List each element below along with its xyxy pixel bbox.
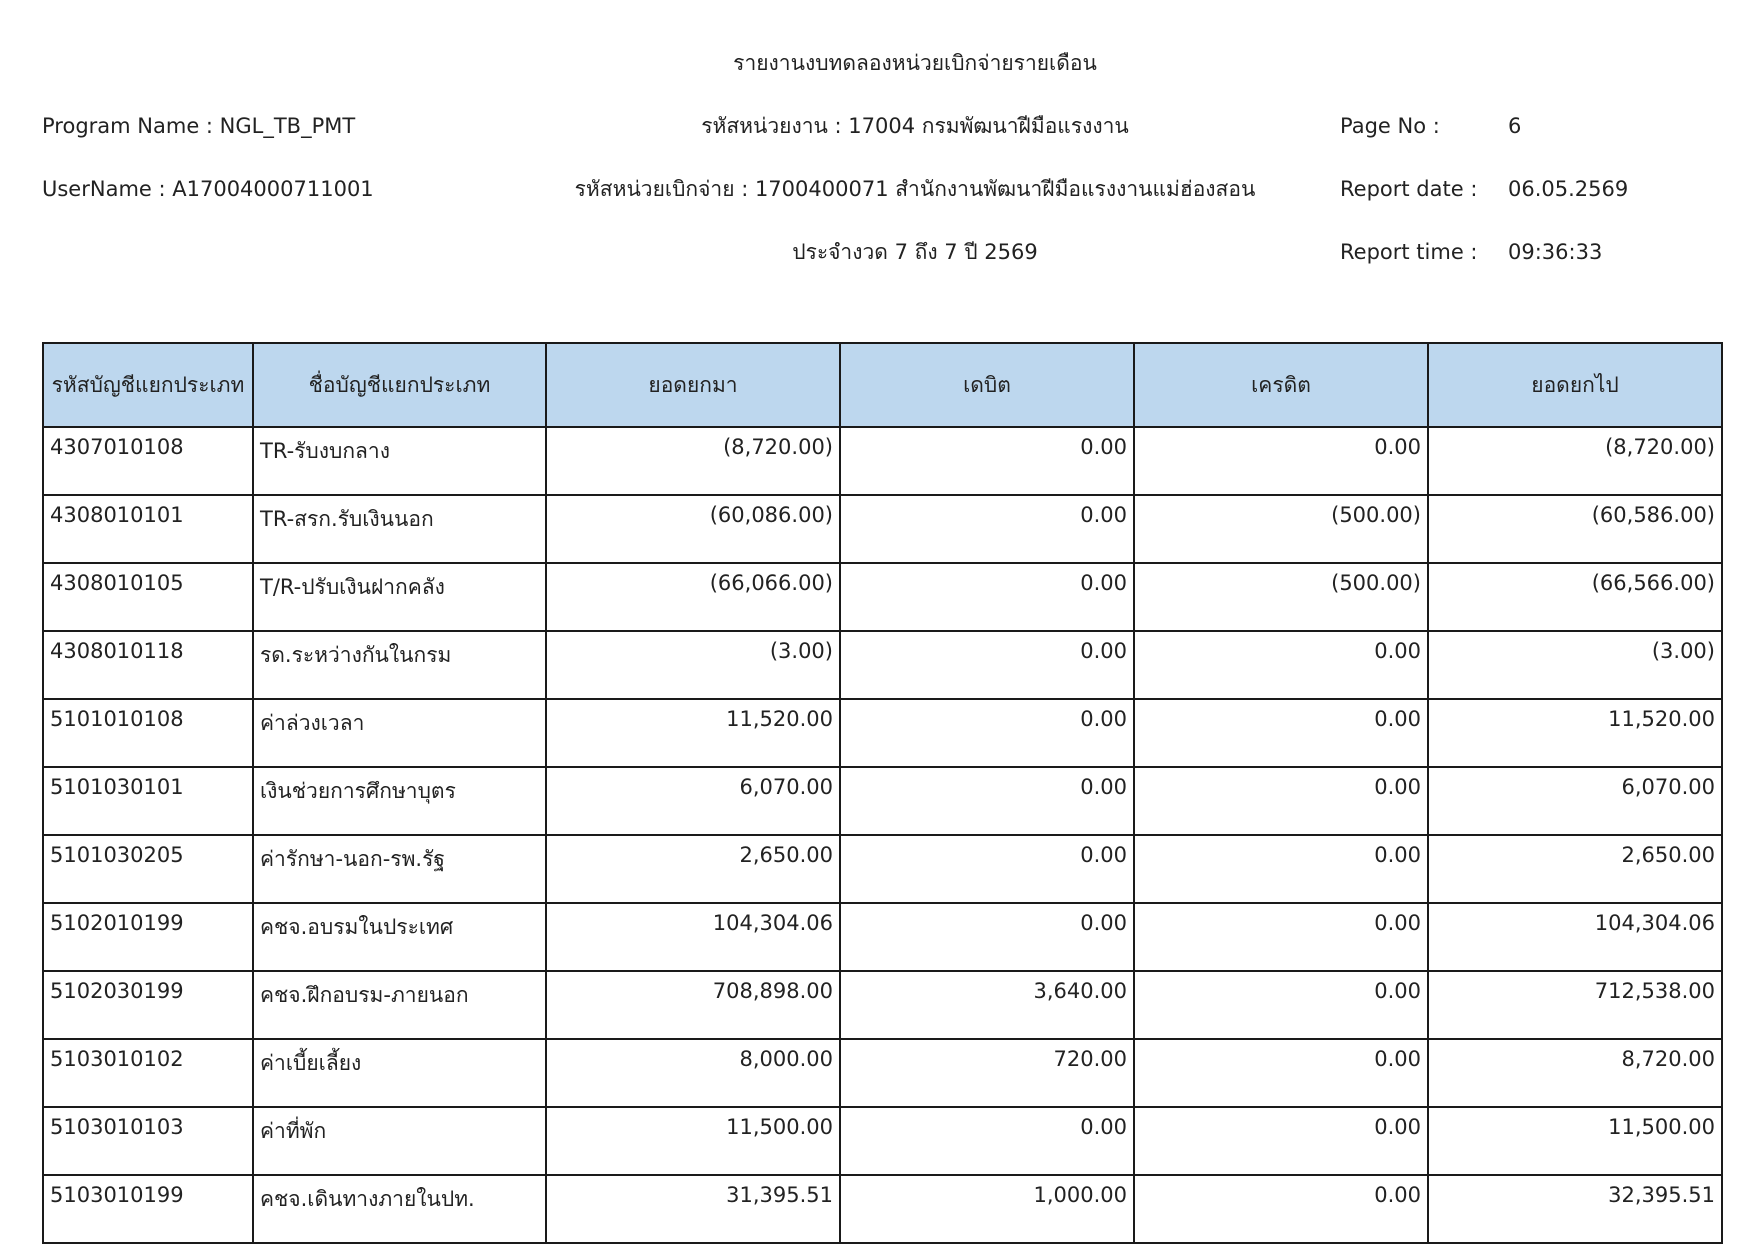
header-debit: เดบิต [840,343,1134,427]
opening-balance: 6,070.00 [546,767,840,835]
account-name: T/R-ปรับเงินฝากคลัง [253,563,546,631]
table-row [43,427,1722,495]
credit: 0.00 [1134,767,1428,835]
opening-balance: 8,000.00 [546,1039,840,1107]
credit: (500.00) [1134,495,1428,563]
credit: 0.00 [1134,427,1428,495]
debit: 0.00 [840,767,1134,835]
report-date-value: 06.05.2569 [1508,177,1629,201]
account-name: คชจ.เดินทางภายในปท. [253,1175,546,1243]
debit: 720.00 [840,1039,1134,1107]
account-name: เงินช่วยการศึกษาบุตร [253,767,546,835]
debit: 0.00 [840,1107,1134,1175]
account-code: 4308010118 [43,631,253,699]
page-no-label: Page No : [1340,114,1440,138]
header-credit: เครดิต [1134,343,1428,427]
account-name: รด.ระหว่างกันในกรม [253,631,546,699]
closing-balance: 11,500.00 [1428,1107,1722,1175]
table-row [43,563,1722,631]
credit: 0.00 [1134,631,1428,699]
header-closing-balance: ยอดยกไป [1428,343,1722,427]
table-row [43,903,1722,971]
report-title: รายงานงบทดลองหน่วยเบิกจ่ายรายเดือน [733,51,1097,75]
report-time-value: 09:36:33 [1508,240,1603,264]
account-code: 5101010108 [43,699,253,767]
closing-balance: 2,650.00 [1428,835,1722,903]
debit: 0.00 [840,699,1134,767]
table-row [43,1039,1722,1107]
closing-balance: 11,520.00 [1428,699,1722,767]
account-name: ค่าที่พัก [253,1107,546,1175]
debit: 0.00 [840,427,1134,495]
credit: (500.00) [1134,563,1428,631]
credit: 0.00 [1134,1107,1428,1175]
disbursing-unit: รหัสหน่วยเบิกจ่าย : 1700400071 สำนักงานพัฒนาฝีมือแรงงานแม่ฮ่องสอน [574,177,1256,201]
account-name: ค่าเบี้ยเลี้ยง [253,1039,546,1107]
closing-balance: (3.00) [1428,631,1722,699]
account-code: 5101030205 [43,835,253,903]
table-row [43,971,1722,1039]
opening-balance: (66,066.00) [546,563,840,631]
closing-balance: 6,070.00 [1428,767,1722,835]
opening-balance: (8,720.00) [546,427,840,495]
account-code: 5102010199 [43,903,253,971]
table-row [43,767,1722,835]
account-name: TR-สรก.รับเงินนอก [253,495,546,563]
closing-balance: 104,304.06 [1428,903,1722,971]
credit: 0.00 [1134,971,1428,1039]
table-row [43,495,1722,563]
program-name: Program Name : NGL_TB_PMT [42,114,356,138]
account-code: 5101030101 [43,767,253,835]
account-name: ค่าล่วงเวลา [253,699,546,767]
opening-balance: 31,395.51 [546,1175,840,1243]
table-row [43,699,1722,767]
account-name: ค่ารักษา-นอก-รพ.รัฐ [253,835,546,903]
opening-balance: (60,086.00) [546,495,840,563]
closing-balance: (66,566.00) [1428,563,1722,631]
debit: 0.00 [840,495,1134,563]
table-row [43,1175,1722,1243]
trial-balance-table [42,342,1723,1244]
account-code: 4307010108 [43,427,253,495]
opening-balance: 104,304.06 [546,903,840,971]
account-code: 4308010101 [43,495,253,563]
username: UserName : A17004000711001 [42,177,374,201]
credit: 0.00 [1134,1175,1428,1243]
closing-balance: 712,538.00 [1428,971,1722,1039]
account-name: คชจ.อบรมในประเทศ [253,903,546,971]
debit: 0.00 [840,563,1134,631]
closing-balance: (60,586.00) [1428,495,1722,563]
page-no-value: 6 [1508,114,1522,138]
opening-balance: (3.00) [546,631,840,699]
table-row [43,631,1722,699]
account-code: 5103010102 [43,1039,253,1107]
opening-balance: 11,500.00 [546,1107,840,1175]
header-opening-balance: ยอดยกมา [546,343,840,427]
report-date-label: Report date : [1340,177,1478,201]
report-period: ประจำงวด 7 ถึง 7 ปี 2569 [792,240,1038,264]
account-code: 5102030199 [43,971,253,1039]
table-row [43,835,1722,903]
account-name: คชจ.ฝึกอบรม-ภายนอก [253,971,546,1039]
account-code: 4308010105 [43,563,253,631]
table-header-row [43,343,1722,427]
credit: 0.00 [1134,835,1428,903]
table-row [43,1107,1722,1175]
debit: 1,000.00 [840,1175,1134,1243]
account-code: 5103010103 [43,1107,253,1175]
account-code: 5103010199 [43,1175,253,1243]
debit: 0.00 [840,903,1134,971]
account-name: TR-รับงบกลาง [253,427,546,495]
credit: 0.00 [1134,1039,1428,1107]
report-time-label: Report time : [1340,240,1478,264]
credit: 0.00 [1134,699,1428,767]
closing-balance: 8,720.00 [1428,1039,1722,1107]
closing-balance: 32,395.51 [1428,1175,1722,1243]
debit: 0.00 [840,631,1134,699]
header-account-code: รหัสบัญชีแยกประเภท [43,343,253,427]
closing-balance: (8,720.00) [1428,427,1722,495]
header-account-name: ชื่อบัญชีแยกประเภท [253,343,546,427]
opening-balance: 11,520.00 [546,699,840,767]
agency-code: รหัสหน่วยงาน : 17004 กรมพัฒนาฝีมือแรงงาน [701,114,1129,138]
debit: 3,640.00 [840,971,1134,1039]
debit: 0.00 [840,835,1134,903]
opening-balance: 708,898.00 [546,971,840,1039]
opening-balance: 2,650.00 [546,835,840,903]
credit: 0.00 [1134,903,1428,971]
